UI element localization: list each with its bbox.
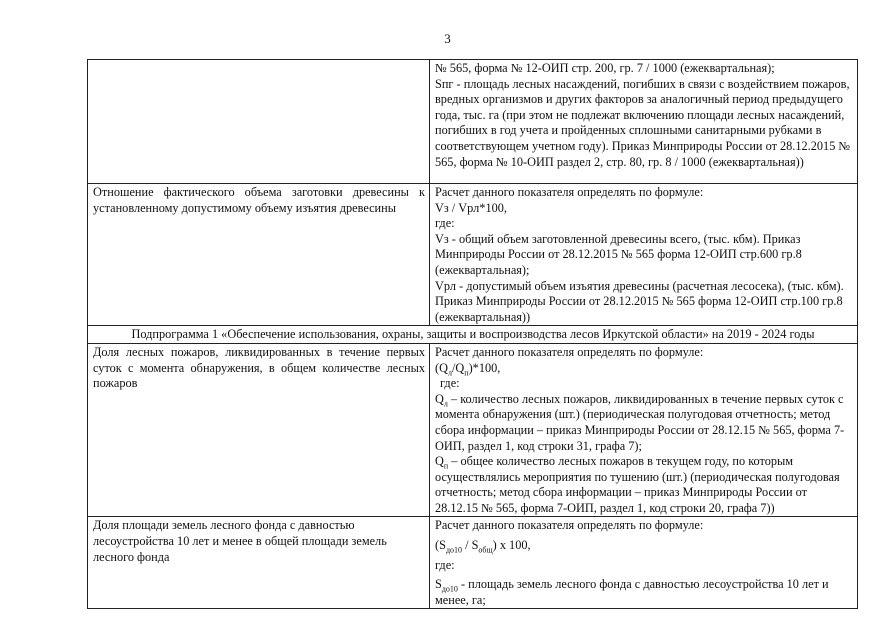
table-row	[88, 326, 858, 344]
formula-where: где:	[435, 216, 455, 231]
indicator-name: Доля лесных пожаров, ликвидированных в течение первых суток с момента обнаружения, в общем количестве лесных пожаров	[93, 344, 425, 391]
formula-cell	[430, 517, 858, 609]
indicator-name-line: лесного фонда	[93, 549, 170, 564]
formula-variable: $Q_л$ – количество лесных пожаров, ликвидированных в течение первых суток с момента обнаружения (шт.) (периодическая полугодовая отчетность; метод сбора информации – приказ Минприроды России от 28.12.15 № 565, форма 7-ОИП, раздел 1, код строки 31, графа 7);	[435, 391, 845, 453]
table-row	[88, 517, 858, 609]
indicator-name: Отношение фактического объема заготовки древесины к установленному допустимому объему изъятия древесины	[93, 185, 425, 215]
formula-where: где:	[435, 557, 455, 572]
formula-intro: Расчет данного показателя определять по формуле:	[435, 518, 704, 533]
table-row	[88, 184, 858, 326]
formula-expression: $(S_{до10} / S_{общ})$ х 100,	[435, 538, 531, 555]
subprogram-title: Подпрограмма 1 «Обеспечение использования, охраны, защиты и воспроизводства лесов Иркутской области» на 2019 - 2024 годы	[88, 326, 858, 344]
indicator-name-cell	[88, 184, 430, 326]
formula-variable: Vрл - допустимый объем изъятия древесины (расчетная лесосека), (тыс. кбм). Приказ Минприроды России от 28.12.2015 № 565 форма 12-ОИП стр.100 гр.8 (ежеквартальная))	[435, 278, 844, 324]
indicator-name-cell	[88, 60, 430, 184]
formula-text: Sпг - площадь лесных насаждений, погибших в связи с воздействием пожаров, вредных организмов и других факторов за аналогичный период предыдущего года, тыс. га (при этом не подлежат включению площади лесных насаждений, погибших в год учета и пройденных сплошными санитарными рубками в соответствующем учетном году). Приказ Минприроды России от 28.12.2015 № 565, форма № 10-ОИП раздел 2, стр. 80, гр. 8 / 1000 (ежеквартальная))	[435, 76, 851, 169]
indicator-name-line: лесоустройства 10 лет и менее в общей площади земель	[93, 534, 387, 549]
formula-variable: $S_{до10}$ - площадь земель лесного фонда с давностью лесоустройства 10 лет и менее, га;	[435, 577, 829, 607]
formula-intro: Расчет данного показателя определять по формуле:	[435, 185, 704, 199]
table-row	[88, 60, 858, 184]
formula-variable: $Q_п$ – общее количество лесных пожаров в текущем году, по которым осуществлялись мероприятия по тушению (шт.) (периодическая полугодовая отчетность; метод сбора информации – приказ Минприроды России от 28.12.15 № 565, форма 7-ОИП, раздел 1, код строки 20, графа 7))	[435, 454, 840, 515]
formula-expression: Vз / Vрл*100,	[435, 200, 507, 215]
indicator-name-cell	[88, 343, 430, 517]
indicator-name-line: Доля площади земель лесного фонда с давностью	[93, 518, 355, 533]
formula-intro: Расчет данного показателя определять по формуле:	[435, 344, 704, 359]
formula-where: где:	[440, 376, 460, 391]
indicator-table	[87, 59, 858, 609]
formula-text: № 565, форма № 12-ОИП стр. 200, гр. 7 / 1000 (ежеквартальная);	[435, 61, 775, 75]
indicator-name-cell	[88, 517, 430, 609]
formula-variable: Vз - общий объем заготовленной древесины всего, (тыс. кбм). Приказ Минприроды России от 28.12.2015 № 565 форма 12-ОИП стр.600 гр.8 (ежеквартальная);	[435, 231, 802, 277]
table-row	[88, 343, 858, 517]
formula-expression: $(Q_л/Q_п)*100$,	[435, 360, 501, 377]
page-number: 3	[444, 31, 451, 46]
formula-cell	[430, 343, 858, 517]
formula-cell	[430, 60, 858, 184]
formula-cell	[430, 184, 858, 326]
